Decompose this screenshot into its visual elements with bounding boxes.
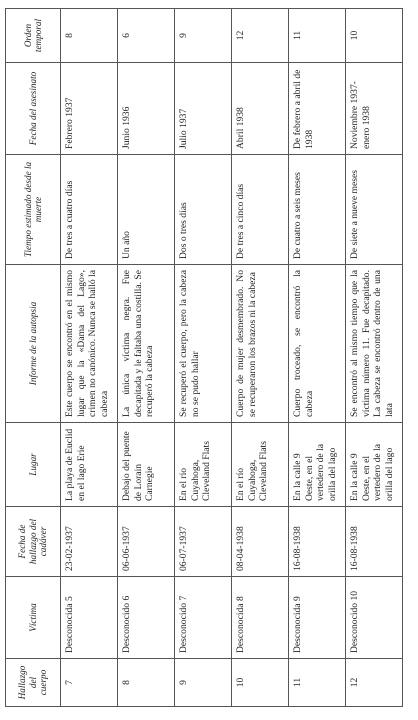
header-hallazgo: Hallazgo del cuerpo <box>6 659 61 707</box>
header-tiempo: Tiempo estimado desde la muerte <box>6 155 61 265</box>
cell-lugar: En el río Cuyahoga, Cleveland Flats <box>232 423 289 507</box>
cell-victima: Desconocida 8 <box>232 577 289 659</box>
cell-tiempo: De tres a cuatro días <box>61 155 118 265</box>
cell-victima: Desconocido 10 <box>346 577 403 659</box>
cell-lugar: La playa de Euclid en el lago Erie <box>61 423 118 507</box>
cell-orden: 12 <box>232 9 289 63</box>
cell-fecha-asesinato: Junio 1936 <box>118 63 175 155</box>
header-lugar: Lugar <box>6 423 61 507</box>
cell-hallazgo: 7 <box>61 659 118 707</box>
cell-orden: 9 <box>175 9 232 63</box>
cell-fecha-hallazgo: 16-08-1938 <box>289 507 346 577</box>
header-orden: Orden temporal <box>6 9 61 63</box>
header-fecha-asesinato: Fecha del asesinato <box>6 63 61 155</box>
cell-fecha-asesinato: De febrero a abril de 1938 <box>289 63 346 155</box>
table-row <box>346 9 403 707</box>
cell-informe: Se recuperó el cuerpo, pero la cabeza no se pudo hallar <box>175 265 232 423</box>
table-row <box>175 9 232 707</box>
cell-lugar: En la calle 9 Oeste, en el vertedero de la orilla del lago <box>289 423 346 507</box>
cell-hallazgo: 11 <box>289 659 346 707</box>
cell-tiempo: Dos o tres días <box>175 155 232 265</box>
cell-orden: 10 <box>346 9 403 63</box>
table-row <box>289 9 346 707</box>
cell-fecha-hallazgo: 06-06-1937 <box>118 507 175 577</box>
cell-tiempo: Un año <box>118 155 175 265</box>
cell-tiempo: De siete a nueve meses <box>346 155 403 265</box>
cell-lugar: Debajo del puente de Lorain Carnegie <box>118 423 175 507</box>
cell-informe: Este cuerpo se encontró en el mismo lugar que la «Dama del Lago», crimen no canónico. Nunca se halló la cabeza <box>61 265 118 423</box>
victims-table <box>5 8 403 707</box>
cell-tiempo: De tres a cinco días <box>232 155 289 265</box>
cell-informe: Cuerpo de mujer desmembrado. No se recuperaron los brazos ni la cabeza <box>232 265 289 423</box>
cell-informe: Se encontró al mismo tiempo que la víctima número 11. Fue decapitado. La cabeza se encontró dentro de una lata <box>346 265 403 423</box>
cell-victima: Desconocida 5 <box>61 577 118 659</box>
cell-fecha-asesinato: Julio 1937 <box>175 63 232 155</box>
cell-informe: La única víctima negra. Fue decapitada y le faltaba una costilla. Se recuperó la cabeza <box>118 265 175 423</box>
table-row <box>118 9 175 707</box>
header-victima: Víctima <box>6 577 61 659</box>
cell-fecha-hallazgo: 16-08-1938 <box>346 507 403 577</box>
header-informe: Informe de la autopsia <box>6 265 61 423</box>
cell-victima: Desconocido 6 <box>118 577 175 659</box>
table-header-row <box>6 9 61 707</box>
cell-hallazgo: 10 <box>232 659 289 707</box>
cell-orden: 8 <box>61 9 118 63</box>
cell-tiempo: De cuatro a seis meses <box>289 155 346 265</box>
table-row <box>61 9 118 707</box>
cell-lugar: En la calle 9 Oeste, en el vertedero de la orilla del lago <box>346 423 403 507</box>
cell-fecha-hallazgo: 06-07-1937 <box>175 507 232 577</box>
cell-victima: Desconocida 9 <box>289 577 346 659</box>
cell-hallazgo: 12 <box>346 659 403 707</box>
cell-fecha-asesinato: Abril 1938 <box>232 63 289 155</box>
cell-informe: Cuerpo troceado, se encontró la cabeza <box>289 265 346 423</box>
cell-hallazgo: 8 <box>118 659 175 707</box>
cell-orden: 6 <box>118 9 175 63</box>
cell-fecha-hallazgo: 23-02-1937 <box>61 507 118 577</box>
cell-lugar: En el río Cuyahoga, Cleveland Flats <box>175 423 232 507</box>
cell-orden: 11 <box>289 9 346 63</box>
cell-hallazgo: 9 <box>175 659 232 707</box>
cell-fecha-hallazgo: 08-04-1938 <box>232 507 289 577</box>
table-row <box>232 9 289 707</box>
cell-fecha-asesinato: Febrero 1937 <box>61 63 118 155</box>
header-fecha-hallazgo: Fecha de hallazgo del cadáver <box>6 507 61 577</box>
cell-fecha-asesinato: Noviembre 1937-enero 1938 <box>346 63 403 155</box>
cell-victima: Desconocido 7 <box>175 577 232 659</box>
